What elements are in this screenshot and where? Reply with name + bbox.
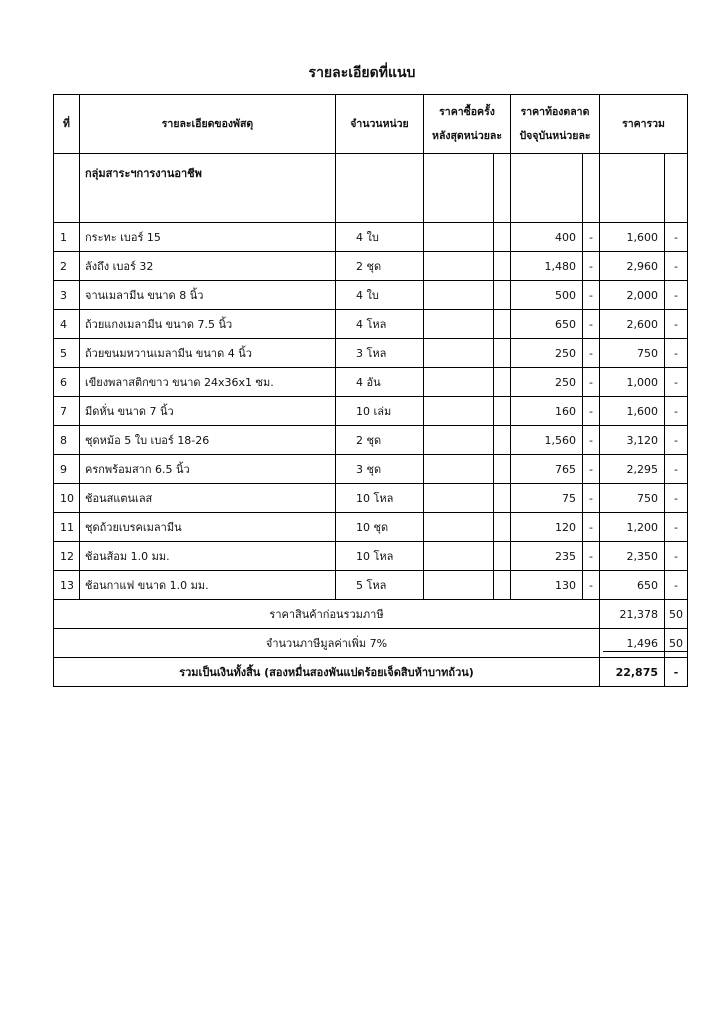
table-row — [54, 368, 688, 397]
item-unit-price-decimal: - — [583, 339, 600, 368]
item-quantity: 10 ชุด — [336, 513, 424, 542]
item-unit-price-decimal: - — [583, 397, 600, 426]
item-quantity: 4 ใบ — [336, 281, 424, 310]
item-description: เขียงพลาสติกขาว ขนาด 24x36x1 ซม. — [80, 368, 336, 397]
item-total-decimal: - — [665, 281, 688, 310]
item-quantity: 4 ใบ — [336, 223, 424, 252]
item-last-price — [424, 455, 494, 484]
item-total: 1,600 — [600, 223, 665, 252]
table-row — [54, 281, 688, 310]
header-no: ที่ — [54, 95, 80, 154]
item-unit-price: 160 — [511, 397, 583, 426]
subtotal-label: ราคาสินค้าก่อนรวมภาษี — [54, 600, 600, 629]
header-last-price — [424, 95, 511, 154]
item-total: 2,295 — [600, 455, 665, 484]
item-number: 11 — [54, 513, 80, 542]
item-total-decimal: - — [665, 455, 688, 484]
header-quantity: จำนวนหน่วย — [336, 95, 424, 154]
item-description: ครกพร้อมสาก 6.5 นิ้ว — [80, 455, 336, 484]
item-total: 3,120 — [600, 426, 665, 455]
table-row — [54, 310, 688, 339]
header-total: ราคารวม — [600, 95, 688, 154]
item-total-decimal: - — [665, 571, 688, 600]
item-last-price — [424, 513, 494, 542]
item-last-price-decimal — [494, 513, 511, 542]
item-description: ช้อนส้อม 1.0 มม. — [80, 542, 336, 571]
item-quantity: 3 โหล — [336, 339, 424, 368]
item-last-price-decimal — [494, 339, 511, 368]
item-last-price — [424, 339, 494, 368]
group-title: กลุ่มสาระฯการงานอาชีพ — [80, 154, 336, 223]
table-row — [54, 542, 688, 571]
item-unit-price: 235 — [511, 542, 583, 571]
item-last-price-decimal — [494, 571, 511, 600]
item-last-price-decimal — [494, 455, 511, 484]
item-quantity: 4 อัน — [336, 368, 424, 397]
item-last-price — [424, 223, 494, 252]
item-number: 5 — [54, 339, 80, 368]
empty-cell — [424, 154, 494, 223]
subtotal-row — [54, 600, 688, 629]
grand-total-value: 22,875 — [600, 658, 665, 687]
item-unit-price-decimal: - — [583, 426, 600, 455]
item-description: ลังถึง เบอร์ 32 — [80, 252, 336, 281]
item-description: กระทะ เบอร์ 15 — [80, 223, 336, 252]
item-last-price — [424, 542, 494, 571]
empty-cell — [494, 154, 511, 223]
empty-cell — [583, 154, 600, 223]
item-last-price — [424, 281, 494, 310]
item-number: 2 — [54, 252, 80, 281]
item-quantity: 4 โหล — [336, 310, 424, 339]
group-no-cell — [54, 154, 80, 223]
item-total-decimal: - — [665, 223, 688, 252]
item-total-decimal: - — [665, 252, 688, 281]
item-quantity: 10 โหล — [336, 542, 424, 571]
table-row — [54, 455, 688, 484]
item-total-decimal: - — [665, 542, 688, 571]
item-unit-price-decimal: - — [583, 484, 600, 513]
subtotal-decimal: 50 — [665, 600, 688, 629]
header-description: รายละเอียดของพัสดุ — [80, 95, 336, 154]
item-unit-price-decimal: - — [583, 513, 600, 542]
empty-cell — [336, 154, 424, 223]
item-last-price — [424, 368, 494, 397]
item-total: 1,600 — [600, 397, 665, 426]
item-unit-price: 75 — [511, 484, 583, 513]
item-description: ชุดถ้วยเบรคเมลามีน — [80, 513, 336, 542]
item-last-price — [424, 484, 494, 513]
table-row — [54, 426, 688, 455]
table-row — [54, 513, 688, 542]
item-description: มีดหั่น ขนาด 7 นิ้ว — [80, 397, 336, 426]
header-market-price-line2: ปัจจุบันหน่วยละ — [519, 130, 591, 142]
item-last-price — [424, 426, 494, 455]
item-last-price-decimal — [494, 281, 511, 310]
document-title: รายละเอียดที่แนบ — [308, 65, 416, 81]
item-number: 6 — [54, 368, 80, 397]
item-unit-price: 500 — [511, 281, 583, 310]
item-last-price-decimal — [494, 252, 511, 281]
item-last-price — [424, 571, 494, 600]
empty-cell — [665, 154, 688, 223]
item-description: ช้อนสแตนเลส — [80, 484, 336, 513]
item-unit-price: 1,560 — [511, 426, 583, 455]
item-description: ถ้วยแกงเมลามีน ขนาด 7.5 นิ้ว — [80, 310, 336, 339]
item-total-decimal: - — [665, 426, 688, 455]
item-unit-price: 1,480 — [511, 252, 583, 281]
item-number: 12 — [54, 542, 80, 571]
subtotal-value: 21,378 — [600, 600, 665, 629]
item-number: 8 — [54, 426, 80, 455]
item-total: 2,960 — [600, 252, 665, 281]
vat-value: 1,496 — [600, 629, 665, 658]
empty-cell — [511, 154, 583, 223]
table-row — [54, 252, 688, 281]
table-row — [54, 571, 688, 600]
item-unit-price-decimal: - — [583, 223, 600, 252]
item-unit-price: 120 — [511, 513, 583, 542]
item-unit-price-decimal: - — [583, 368, 600, 397]
header-row — [54, 95, 688, 154]
table-row — [54, 339, 688, 368]
item-quantity: 10 เล่ม — [336, 397, 424, 426]
header-last-price-line2: หลังสุดหน่วยละ — [432, 130, 502, 142]
item-last-price-decimal — [494, 397, 511, 426]
item-number: 4 — [54, 310, 80, 339]
double-underline — [603, 651, 687, 652]
item-number: 3 — [54, 281, 80, 310]
item-unit-price-decimal: - — [583, 571, 600, 600]
item-last-price — [424, 397, 494, 426]
item-total: 2,000 — [600, 281, 665, 310]
item-last-price-decimal — [494, 484, 511, 513]
item-total-decimal: - — [665, 484, 688, 513]
item-total-decimal: - — [665, 339, 688, 368]
item-last-price-decimal — [494, 310, 511, 339]
table-row — [54, 223, 688, 252]
item-last-price — [424, 252, 494, 281]
item-last-price-decimal — [494, 542, 511, 571]
table-row — [54, 397, 688, 426]
item-unit-price-decimal: - — [583, 281, 600, 310]
header-market-price — [511, 95, 600, 154]
item-unit-price: 250 — [511, 368, 583, 397]
item-number: 13 — [54, 571, 80, 600]
item-total-decimal: - — [665, 513, 688, 542]
grand-total-decimal: - — [665, 658, 688, 687]
item-total-decimal: - — [665, 397, 688, 426]
header-market-price-line1: ราคาท้องตลาด — [520, 106, 590, 118]
item-quantity: 5 โหล — [336, 571, 424, 600]
grand-total-row — [54, 658, 688, 687]
item-unit-price: 400 — [511, 223, 583, 252]
item-last-price — [424, 310, 494, 339]
item-number: 10 — [54, 484, 80, 513]
item-number: 7 — [54, 397, 80, 426]
item-quantity: 2 ชุด — [336, 252, 424, 281]
empty-cell — [600, 154, 665, 223]
item-last-price-decimal — [494, 368, 511, 397]
item-last-price-decimal — [494, 426, 511, 455]
grand-total-label: รวมเป็นเงินทั้งสิ้น (สองหมื่นสองพันแปดร้อยเจ็ดสิบห้าบาทถ้วน) — [54, 658, 600, 687]
item-unit-price-decimal: - — [583, 252, 600, 281]
item-last-price-decimal — [494, 223, 511, 252]
table-row — [54, 484, 688, 513]
item-description: ชุดหม้อ 5 ใบ เบอร์ 18-26 — [80, 426, 336, 455]
item-total: 2,600 — [600, 310, 665, 339]
item-description: ถ้วยขนมหวานเมลามีน ขนาด 4 นิ้ว — [80, 339, 336, 368]
item-number: 9 — [54, 455, 80, 484]
item-total-decimal: - — [665, 310, 688, 339]
item-total: 1,000 — [600, 368, 665, 397]
group-row — [54, 154, 688, 223]
item-total: 2,350 — [600, 542, 665, 571]
item-number: 1 — [54, 223, 80, 252]
item-unit-price-decimal: - — [583, 455, 600, 484]
item-unit-price: 250 — [511, 339, 583, 368]
item-total: 750 — [600, 339, 665, 368]
header-last-price-line1: ราคาซื้อครั้ง — [439, 106, 495, 118]
item-unit-price: 650 — [511, 310, 583, 339]
item-total: 1,200 — [600, 513, 665, 542]
item-description: ช้อนกาแฟ ขนาด 1.0 มม. — [80, 571, 336, 600]
vat-decimal: 50 — [665, 629, 688, 658]
item-unit-price: 130 — [511, 571, 583, 600]
item-unit-price: 765 — [511, 455, 583, 484]
vat-label: จำนวนภาษีมูลค่าเพิ่ม 7% — [54, 629, 600, 658]
item-total: 750 — [600, 484, 665, 513]
item-description: จานเมลามีน ขนาด 8 นิ้ว — [80, 281, 336, 310]
item-total: 650 — [600, 571, 665, 600]
item-total-decimal: - — [665, 368, 688, 397]
vat-row — [54, 629, 688, 658]
item-unit-price-decimal: - — [583, 542, 600, 571]
item-quantity: 3 ชุด — [336, 455, 424, 484]
item-unit-price-decimal: - — [583, 310, 600, 339]
item-quantity: 2 ชุด — [336, 426, 424, 455]
item-quantity: 10 โหล — [336, 484, 424, 513]
items-table — [53, 94, 688, 687]
